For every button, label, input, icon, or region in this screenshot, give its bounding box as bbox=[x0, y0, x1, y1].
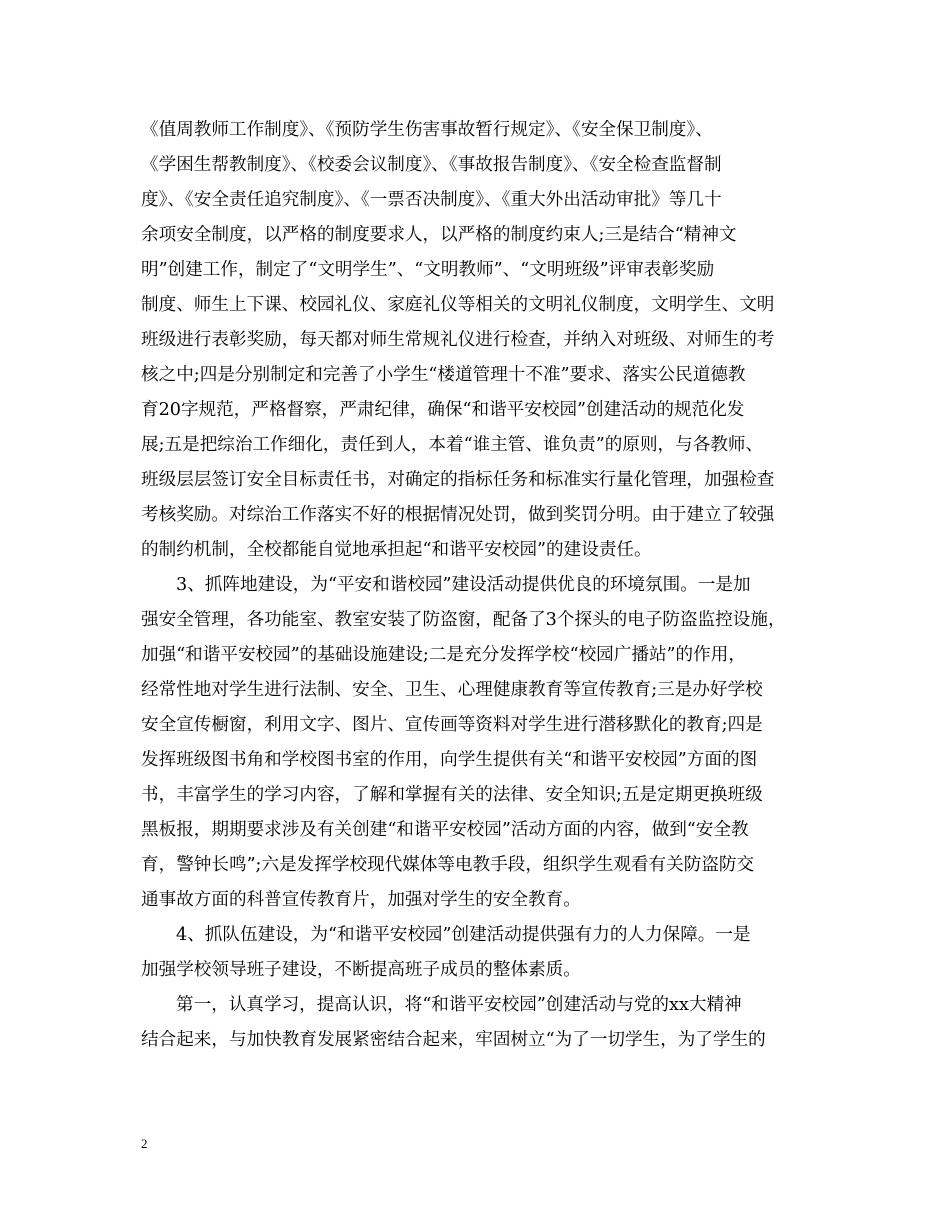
text-line: 加强“和谐平安校园”的基础设施建设;二是充分发挥学校“校园广播站”的作用， bbox=[141, 645, 746, 665]
paragraph-first-line: 第一，认真学习，提高认识，将“和谐平安校园”创建活动与党的xx大精神 bbox=[176, 995, 742, 1015]
text-line: 余项安全制度，以严格的制度要求人，以严格的制度约束人;三是结合“精神文 bbox=[141, 225, 737, 245]
text-line: 班级层层签订安全目标责任书，对确定的指标任务和标准实行量化管理，加强检查 bbox=[141, 470, 775, 490]
text-line: 度》、《安全责任追究制度》、《一票否决制度》、《重大外出活动审批》等几十 bbox=[141, 190, 722, 210]
text-line: 黑板报，期期要求涉及有关创建“和谐平安校园”活动方面的内容，做到“安全教 bbox=[141, 820, 749, 840]
text-line: 《学困生帮教制度》、《校委会议制度》、《事故报告制度》、《安全检查监督制 bbox=[141, 155, 722, 175]
text-line: 班级进行表彰奖励，每天都对师生常规礼仪进行检查，并纳入对班级、对师生的考 bbox=[141, 330, 775, 350]
page-number: 2 bbox=[141, 1136, 148, 1151]
text-line: 展;五是把综治工作细化，责任到人，本着“谁主管、谁负责”的原则，与各教师、 bbox=[141, 435, 764, 455]
text-line: 书，丰富学生的学习内容，了解和掌握有关的法律、安全知识;五是定期更换班级 bbox=[141, 785, 763, 805]
text-line: 育20字规范，严格督察，严肃纪律，确保“和谐平安校园”创建活动的规范化发 bbox=[141, 400, 745, 420]
paragraph-first-line: 4、抓队伍建设，为“和谐平安校园”创建活动提供强有力的人力保障。一是 bbox=[176, 925, 751, 945]
text-line: 《值周教师工作制度》、《预防学生伤害事故暂行规定》、《安全保卫制度》、 bbox=[141, 120, 713, 140]
text-line: 强安全管理，各功能室、教室安装了防盗窗，配备了3个探头的电子防盗监控设施， bbox=[141, 610, 786, 630]
text-line: 发挥班级图书角和学校图书室的作用，向学生提供有关“和谐平安校园”方面的图 bbox=[141, 750, 758, 770]
text-line: 育，警钟长鸣”;六是发挥学校现代媒体等电教手段，组织学生观看有关防盗防交 bbox=[141, 855, 755, 875]
text-line: 明”创建工作，制定了“文明学生”、“文明教师”、“文明班级”评审表彰奖励 bbox=[141, 260, 715, 280]
paragraph-first-line: 3、抓阵地建设，为“平安和谐校园”建设活动提供优良的环境氛围。一是加 bbox=[176, 575, 751, 595]
text-line: 经常性地对学生进行法制、安全、卫生、心理健康教育等宣传教育;三是办好学校 bbox=[141, 680, 763, 700]
text-line: 制度、师生上下课、校园礼仪、家庭礼仪等相关的文明礼仪制度，文明学生、文明 bbox=[141, 295, 775, 315]
text-line: 核之中;四是分别制定和完善了小学生“楼道管理十不准”要求、落实公民道德教 bbox=[141, 365, 746, 385]
text-line: 结合起来，与加快教育发展紧密结合起来，牢固树立“为了一切学生，为了学生的 bbox=[141, 1030, 766, 1050]
text-line: 安全宣传橱窗，利用文字、图片、宣传画等资料对学生进行潜移默化的教育;四是 bbox=[141, 715, 763, 735]
text-line: 加强学校领导班子建设，不断提高班子成员的整体素质。 bbox=[141, 960, 581, 980]
text-line: 的制约机制，全校都能自觉地承担起“和谐平安校园”的建设责任。 bbox=[141, 540, 652, 560]
text-line: 通事故方面的科普宣传教育片，加强对学生的安全教育。 bbox=[141, 890, 581, 910]
text-line: 考核奖励。对综治工作落实不好的根据情况处罚，做到奖罚分明。由于建立了较强 bbox=[141, 505, 775, 525]
